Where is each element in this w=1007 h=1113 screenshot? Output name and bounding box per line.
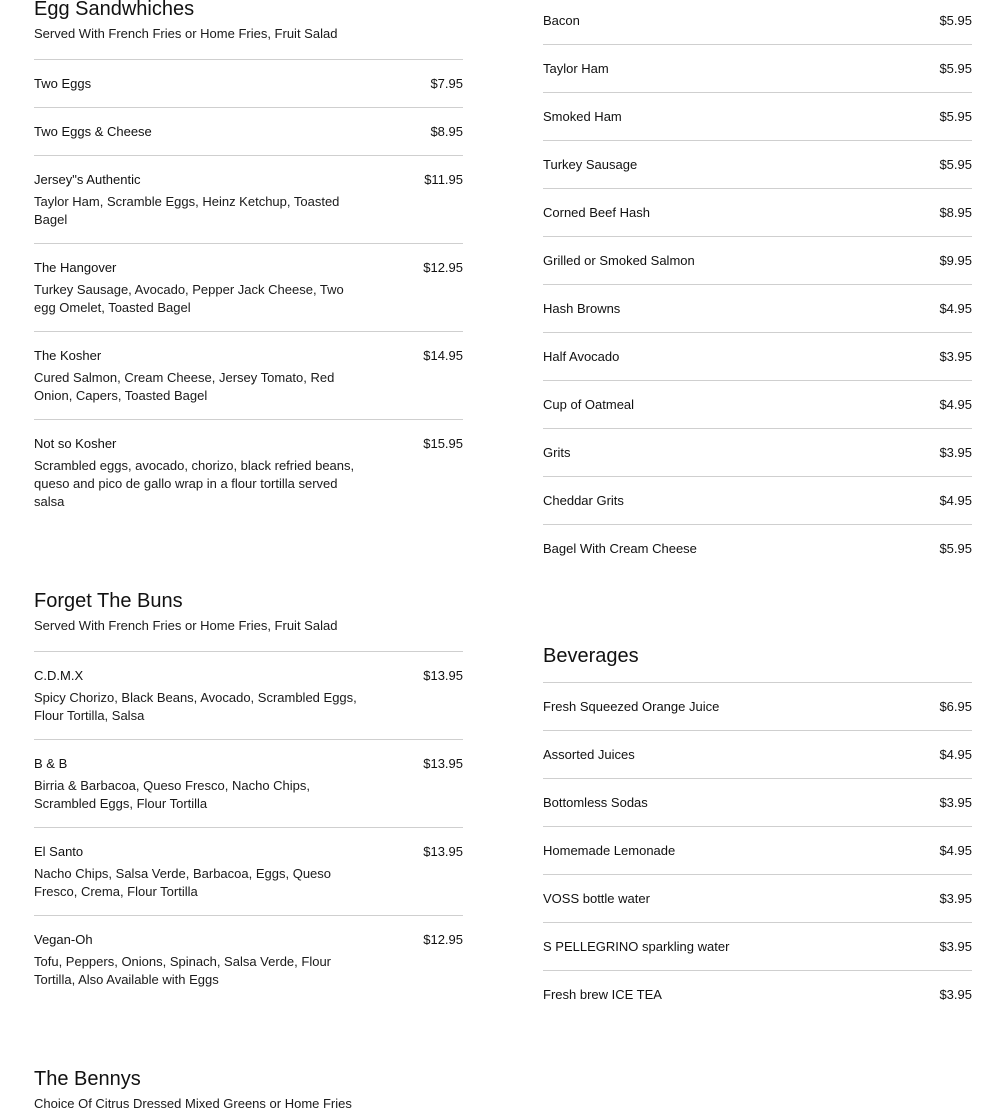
menu-item	[543, 731, 972, 779]
menu-item	[543, 875, 972, 923]
section-subtitle: Choice Of Citrus Dressed Mixed Greens or Home Fries	[34, 1096, 352, 1111]
item-description: Turkey Sausage, Avocado, Pepper Jack Cheese, Two egg Omelet, Toasted Bagel	[34, 282, 344, 315]
menu-item	[543, 333, 972, 381]
menu-list	[543, 0, 972, 572]
item-price: $13.95	[423, 844, 463, 859]
item-name: Fresh brew ICE TEA	[543, 987, 662, 1002]
item-price: $5.95	[939, 541, 972, 556]
item-name: Cheddar Grits	[543, 493, 624, 508]
item-name: S PELLEGRINO sparkling water	[543, 939, 730, 954]
item-name: B & B	[34, 756, 68, 771]
item-name: Two Eggs & Cheese	[34, 124, 152, 139]
item-price: $8.95	[939, 205, 972, 220]
item-price: $9.95	[939, 253, 972, 268]
menu-list	[34, 652, 463, 1003]
item-price: $8.95	[430, 124, 463, 139]
item-description: Taylor Ham, Scramble Eggs, Heinz Ketchup, Toasted Bagel	[34, 194, 340, 227]
beverages-section	[543, 644, 972, 1018]
item-name: Half Avocado	[543, 349, 620, 364]
menu-list	[34, 60, 463, 525]
item-price: $12.95	[423, 932, 463, 947]
menu-item	[543, 141, 972, 189]
item-description: Nacho Chips, Salsa Verde, Barbacoa, Eggs, Queso Fresco, Crema, Flour Tortilla	[34, 866, 332, 899]
item-price: $11.95	[424, 172, 463, 187]
item-name: Fresh Squeezed Orange Juice	[543, 699, 720, 714]
menu-item	[543, 971, 972, 1018]
item-price: $3.95	[939, 939, 972, 954]
item-name: Corned Beef Hash	[543, 205, 650, 220]
the-bennys-section	[34, 1067, 463, 1113]
menu-item	[543, 381, 972, 429]
menu-item	[543, 285, 972, 333]
item-name: The Kosher	[34, 348, 102, 363]
item-price: $6.95	[939, 699, 972, 714]
sides-section	[543, 0, 972, 572]
item-price: $12.95	[423, 260, 463, 275]
item-name: Bagel With Cream Cheese	[543, 541, 697, 556]
item-price: $13.95	[423, 668, 463, 683]
section-subtitle: Served With French Fries or Home Fries, Fruit Salad	[34, 618, 338, 633]
item-name: Assorted Juices	[543, 747, 635, 762]
section-title: Egg Sandwhiches	[34, 0, 195, 20]
item-name: C.D.M.X	[34, 668, 84, 683]
item-price: $4.95	[939, 843, 972, 858]
menu-item	[34, 420, 463, 525]
item-price: $15.95	[423, 436, 463, 451]
item-name: Not so Kosher	[34, 436, 117, 451]
item-price: $5.95	[939, 157, 972, 172]
menu-item	[34, 828, 463, 916]
item-price: $5.95	[939, 61, 972, 76]
item-name: Cup of Oatmeal	[543, 397, 635, 412]
menu-list	[543, 683, 972, 1018]
item-description: Birria & Barbacoa, Queso Fresco, Nacho Chips, Scrambled Eggs, Flour Tortilla	[34, 778, 311, 811]
item-price: $5.95	[939, 13, 972, 28]
item-name: Bacon	[543, 13, 580, 28]
item-name: Smoked Ham	[543, 109, 622, 124]
item-name: Homemade Lemonade	[543, 843, 676, 858]
item-description: Scrambled eggs, avocado, chorizo, black refried beans, queso and pico de gallo wrap in a flour tortilla served salsa	[34, 458, 355, 509]
item-name: Bottomless Sodas	[543, 795, 648, 810]
menu-item	[34, 916, 463, 1003]
item-price: $13.95	[423, 756, 463, 771]
menu-item	[543, 779, 972, 827]
menu-item	[34, 652, 463, 740]
section-title: Forget The Buns	[34, 590, 183, 612]
item-price: $3.95	[939, 349, 972, 364]
menu-item	[34, 156, 463, 244]
menu-item	[543, 93, 972, 141]
menu-item	[543, 429, 972, 477]
forget-the-buns-section	[34, 589, 463, 1003]
right-column	[543, 0, 972, 1018]
menu-item	[543, 189, 972, 237]
menu-item	[543, 237, 972, 285]
section-title: Beverages	[543, 645, 639, 667]
item-price: $14.95	[423, 348, 463, 363]
menu-item	[34, 60, 463, 108]
item-name: VOSS bottle water	[543, 891, 650, 906]
item-name: Grits	[543, 445, 571, 460]
menu-item	[34, 244, 463, 332]
item-name: Grilled or Smoked Salmon	[543, 253, 695, 268]
item-name: Two Eggs	[34, 76, 92, 91]
item-price: $4.95	[939, 747, 972, 762]
item-name: Taylor Ham	[543, 61, 609, 76]
menu-item	[34, 332, 463, 420]
section-title: The Bennys	[34, 1068, 141, 1090]
item-name: Turkey Sausage	[543, 157, 638, 172]
menu-item	[543, 923, 972, 971]
left-column	[34, 0, 463, 1113]
item-description: Cured Salmon, Cream Cheese, Jersey Tomato, Red Onion, Capers, Toasted Bagel	[34, 370, 335, 403]
item-price: $5.95	[939, 109, 972, 124]
menu-item	[543, 477, 972, 525]
item-name: Hash Browns	[543, 301, 621, 316]
item-description: Spicy Chorizo, Black Beans, Avocado, Scrambled Eggs, Flour Tortilla, Salsa	[34, 690, 357, 723]
menu-item	[34, 108, 463, 156]
item-name: El Santo	[34, 844, 84, 859]
section-subtitle: Served With French Fries or Home Fries, Fruit Salad	[34, 26, 338, 41]
item-price: $7.95	[430, 76, 463, 91]
item-description: Tofu, Peppers, Onions, Spinach, Salsa Verde, Flour Tortilla, Also Available with Eggs	[34, 954, 332, 987]
menu-item	[543, 525, 972, 572]
item-name: Jersey"s Authentic	[34, 172, 141, 187]
egg-sandwiches-section	[34, 0, 463, 525]
item-price: $3.95	[939, 795, 972, 810]
menu-item	[543, 827, 972, 875]
item-price: $3.95	[939, 445, 972, 460]
item-name: The Hangover	[34, 260, 117, 275]
menu-item	[543, 45, 972, 93]
menu-item	[543, 683, 972, 731]
menu-item	[34, 740, 463, 828]
item-price: $4.95	[939, 493, 972, 508]
item-price: $3.95	[939, 891, 972, 906]
item-name: Vegan-Oh	[34, 932, 93, 947]
item-price: $4.95	[939, 301, 972, 316]
item-price: $3.95	[939, 987, 972, 1002]
item-price: $4.95	[939, 397, 972, 412]
menu-item	[543, 0, 972, 45]
